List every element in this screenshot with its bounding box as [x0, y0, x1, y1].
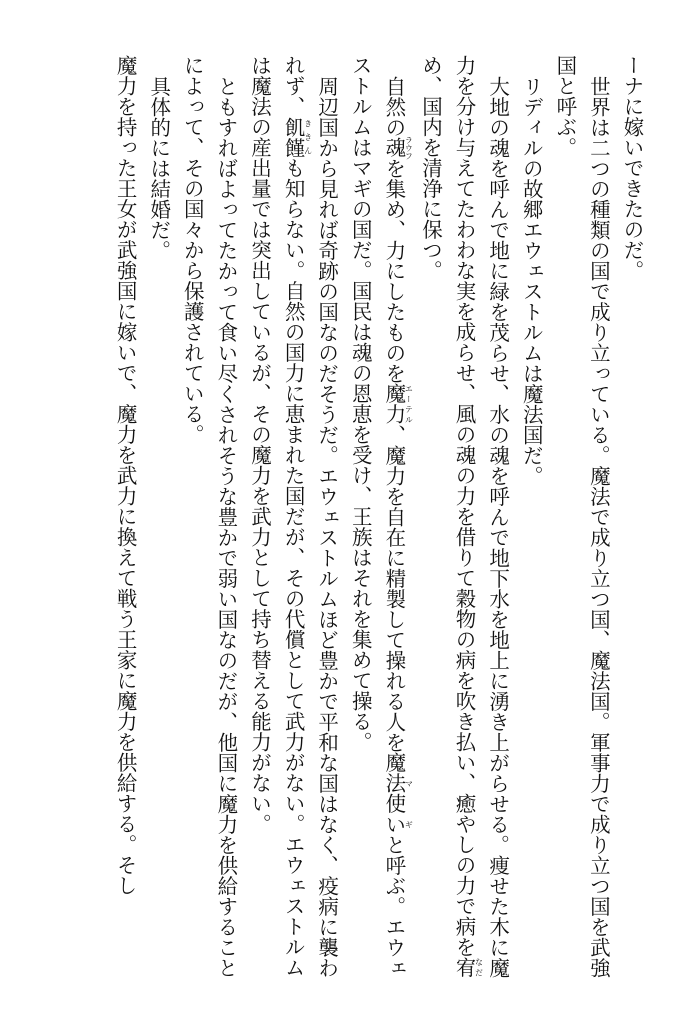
text-run: 周辺国から見れば奇跡の国なのだそうだ。エウェストルムほど豊かで平和な国はなく、疫病に襲われず、 [281, 55, 339, 978]
text-run: と呼ぶ。エウェストルムはマギの国だ。国民は魂の恩恵を受け、王族はそれを集めて操る。 [348, 55, 406, 978]
text-run: 大地の魂を呼んで地に緑を茂らせ、水の魂を呼んで地下水を地上に湧き上がらせる。痩せた木に魔力を分け与えてたわわな実を成らせ、風の魂の力を借りて穀物の病を吹き払い、癒やしの力で病を [452, 55, 510, 978]
ruby-annotation [281, 116, 313, 158]
text-run: も知らない。自然の国力に恵まれた国だが、その代償として武力がない。エウェストルムは魔法の産出量では突出しているが、その魔力を武力として持ち替える能力がない。 [247, 55, 306, 978]
text-run: め、国内を清浄に保つ。 [418, 55, 443, 281]
ruby-reading: ギ [404, 813, 414, 834]
ruby-base: 魂 [381, 135, 406, 160]
ruby-reading: マ [404, 752, 414, 814]
paragraph [614, 55, 648, 985]
paragraph [343, 55, 413, 985]
paragraph [175, 55, 242, 985]
paragraph [547, 55, 614, 985]
text-run: ーナに嫁いできたのだ。 [620, 55, 644, 281]
ruby-base: い [381, 813, 406, 834]
paragraph [413, 55, 514, 985]
ruby-reading: ききん [303, 116, 313, 158]
text-run: 具体的には結婚だ。 [146, 75, 171, 260]
paragraph [141, 55, 175, 985]
ruby-annotation [381, 813, 414, 835]
ruby-reading: なだ [474, 957, 484, 978]
ruby-annotation [381, 383, 414, 424]
ruby-annotation [452, 957, 484, 978]
ruby-base: 魔力 [381, 383, 406, 424]
text-run: 、魔力を自在に精製して操れる人を [381, 424, 406, 752]
text-run: ともすればよってたかって食い尽くされそうな豊かで弱い国なのだが、他国に魔力を供給することによって、その国々から保護されている。 [180, 55, 238, 978]
text-run: リディルの故郷エウェストルムは魔法国だ。 [519, 75, 544, 486]
ruby-reading: エーテル [404, 383, 414, 424]
ruby-annotation [381, 752, 414, 814]
vertical-text-body [108, 55, 649, 985]
text-run: 世界は二つの種類の国で成り立っている。魔法で成り立つ国、魔法国。軍事力で成り立つ国を武強国と呼ぶ。 [552, 55, 611, 978]
ruby-annotation [381, 135, 414, 160]
ruby-base: 宥 [452, 957, 477, 978]
paragraph [108, 55, 142, 985]
ruby-base: 魔法使 [381, 752, 406, 814]
ruby-reading: ラウフ [404, 135, 414, 160]
text-run: 自然の [381, 75, 406, 137]
paragraph [514, 55, 548, 985]
paragraph [242, 55, 343, 985]
text-run: 魔力を持った王女が武強国に嫁いで、魔力を武力に換えて戦う王家に魔力を供給する。そし [113, 55, 138, 896]
text-run: を集め、力にしたものを [381, 157, 406, 383]
ruby-base: 飢饉 [281, 116, 306, 158]
